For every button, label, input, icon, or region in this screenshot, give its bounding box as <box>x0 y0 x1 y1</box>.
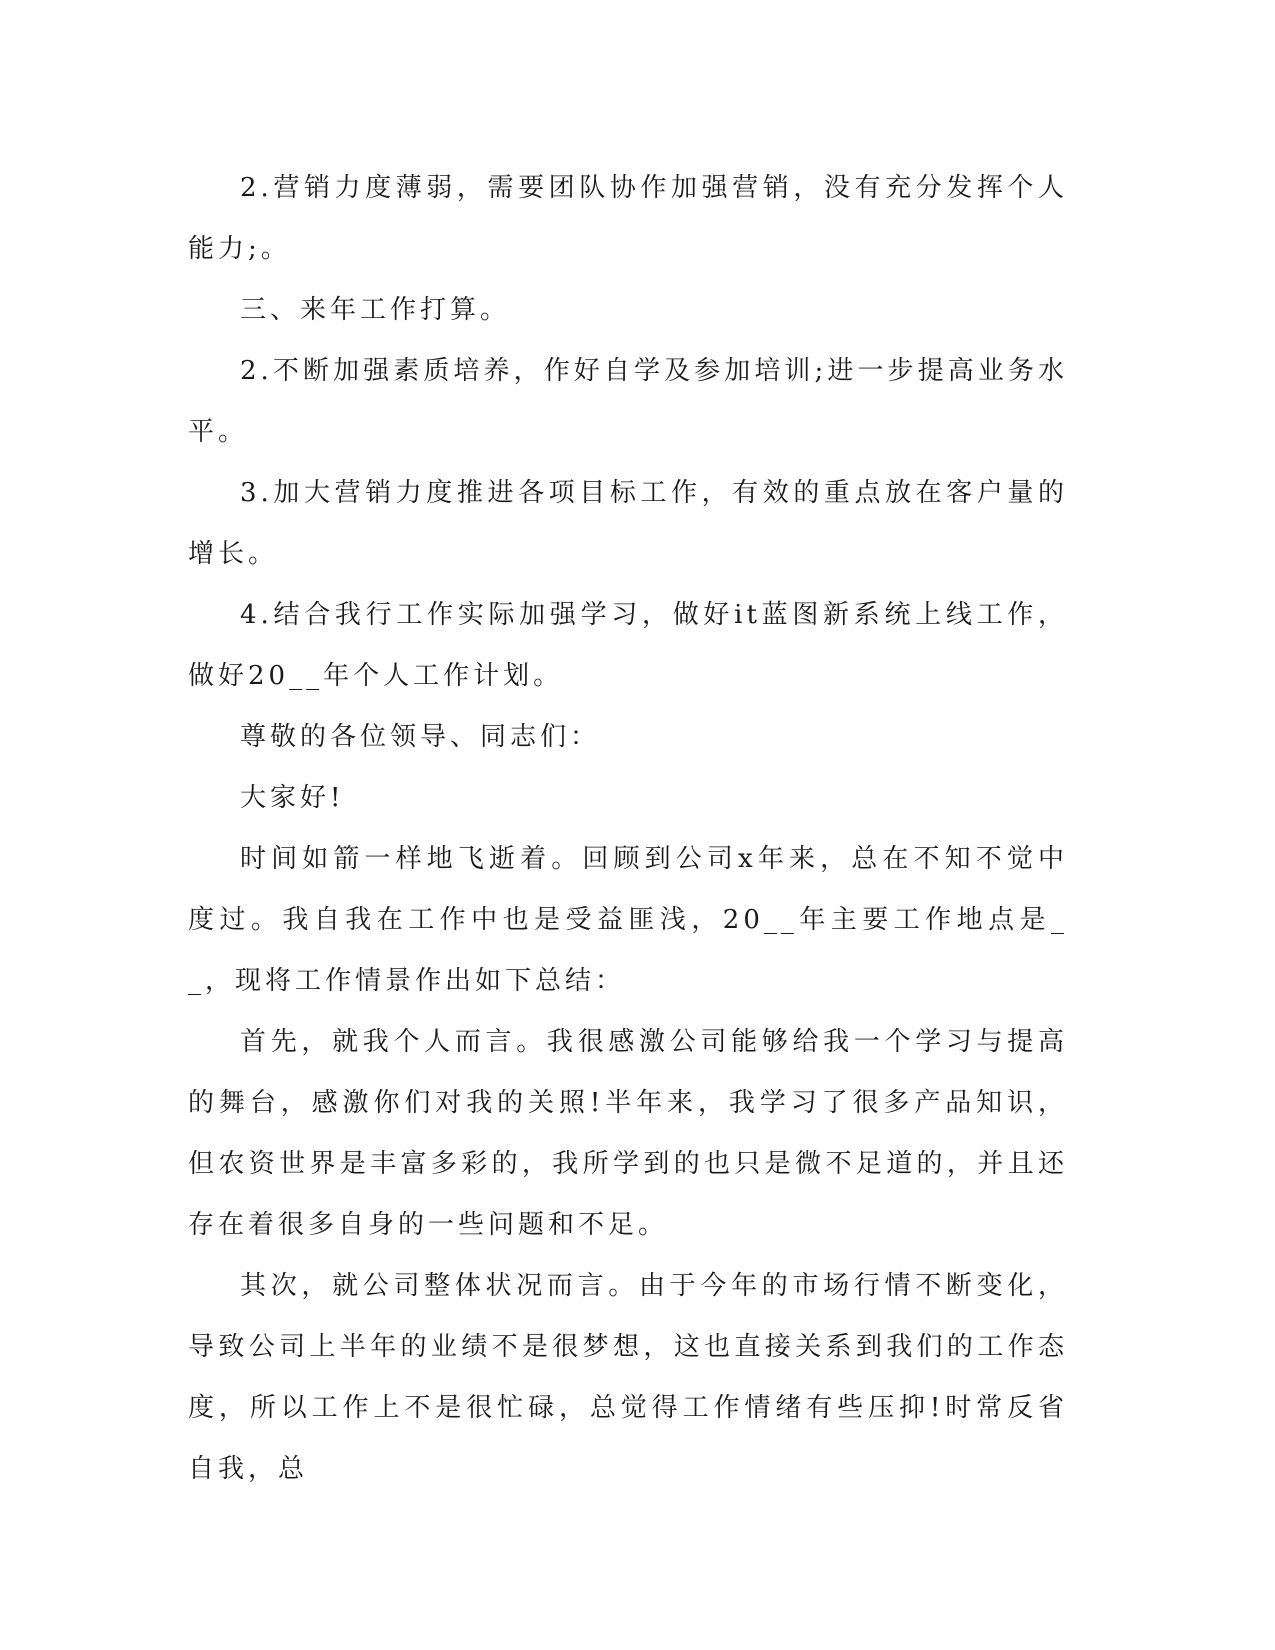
paragraph-company-status: 其次，就公司整体状况而言。由于今年的市场行情不断变化，导致公司上半年的业绩不是很梦想，这也直接关系到我们的工作态度，所以工作上不是很忙碌，总觉得工作情绪有些压抑!时常反省自我，总 <box>188 1271 1068 1484</box>
heading-next-year-plan: 三、来年工作打算。 <box>240 295 511 325</box>
paragraph-quality-training: 2.不断加强素质培养，作好自学及参加培训;进一步提高业务水平。 <box>188 356 1068 447</box>
paragraph-personal: 首先，就我个人而言。我很感激公司能够给我一个学习与提高的舞台，感激你们对我的关照!半年来，我学习了很多产品知识，但农资世界是丰富多彩的，我所学到的也只是微不足道的，并且还存在着很多自身的一些问题和不足。 <box>188 1027 1068 1240</box>
salutation: 尊敬的各位领导、同志们： <box>240 722 601 752</box>
document-body <box>188 158 1068 1500</box>
paragraph-marketing-weakness: 2.营销力度薄弱，需要团队协作加强营销，没有充分发挥个人能力;。 <box>188 173 1068 264</box>
greeting: 大家好! <box>240 783 345 813</box>
paragraph-marketing-targets: 3.加大营销力度推进各项目标工作，有效的重点放在客户量的增长。 <box>188 478 1068 569</box>
paragraph-it-system: 4.结合我行工作实际加强学习，做好it蓝图新系统上线工作，做好20__年个人工作计划。 <box>188 600 1068 691</box>
paragraph-time-review: 时间如箭一样地飞逝着。回顾到公司x年来，总在不知不觉中度过。我自我在工作中也是受益匪浅，20__年主要工作地点是__，现将工作情景作出如下总结： <box>188 844 1068 996</box>
